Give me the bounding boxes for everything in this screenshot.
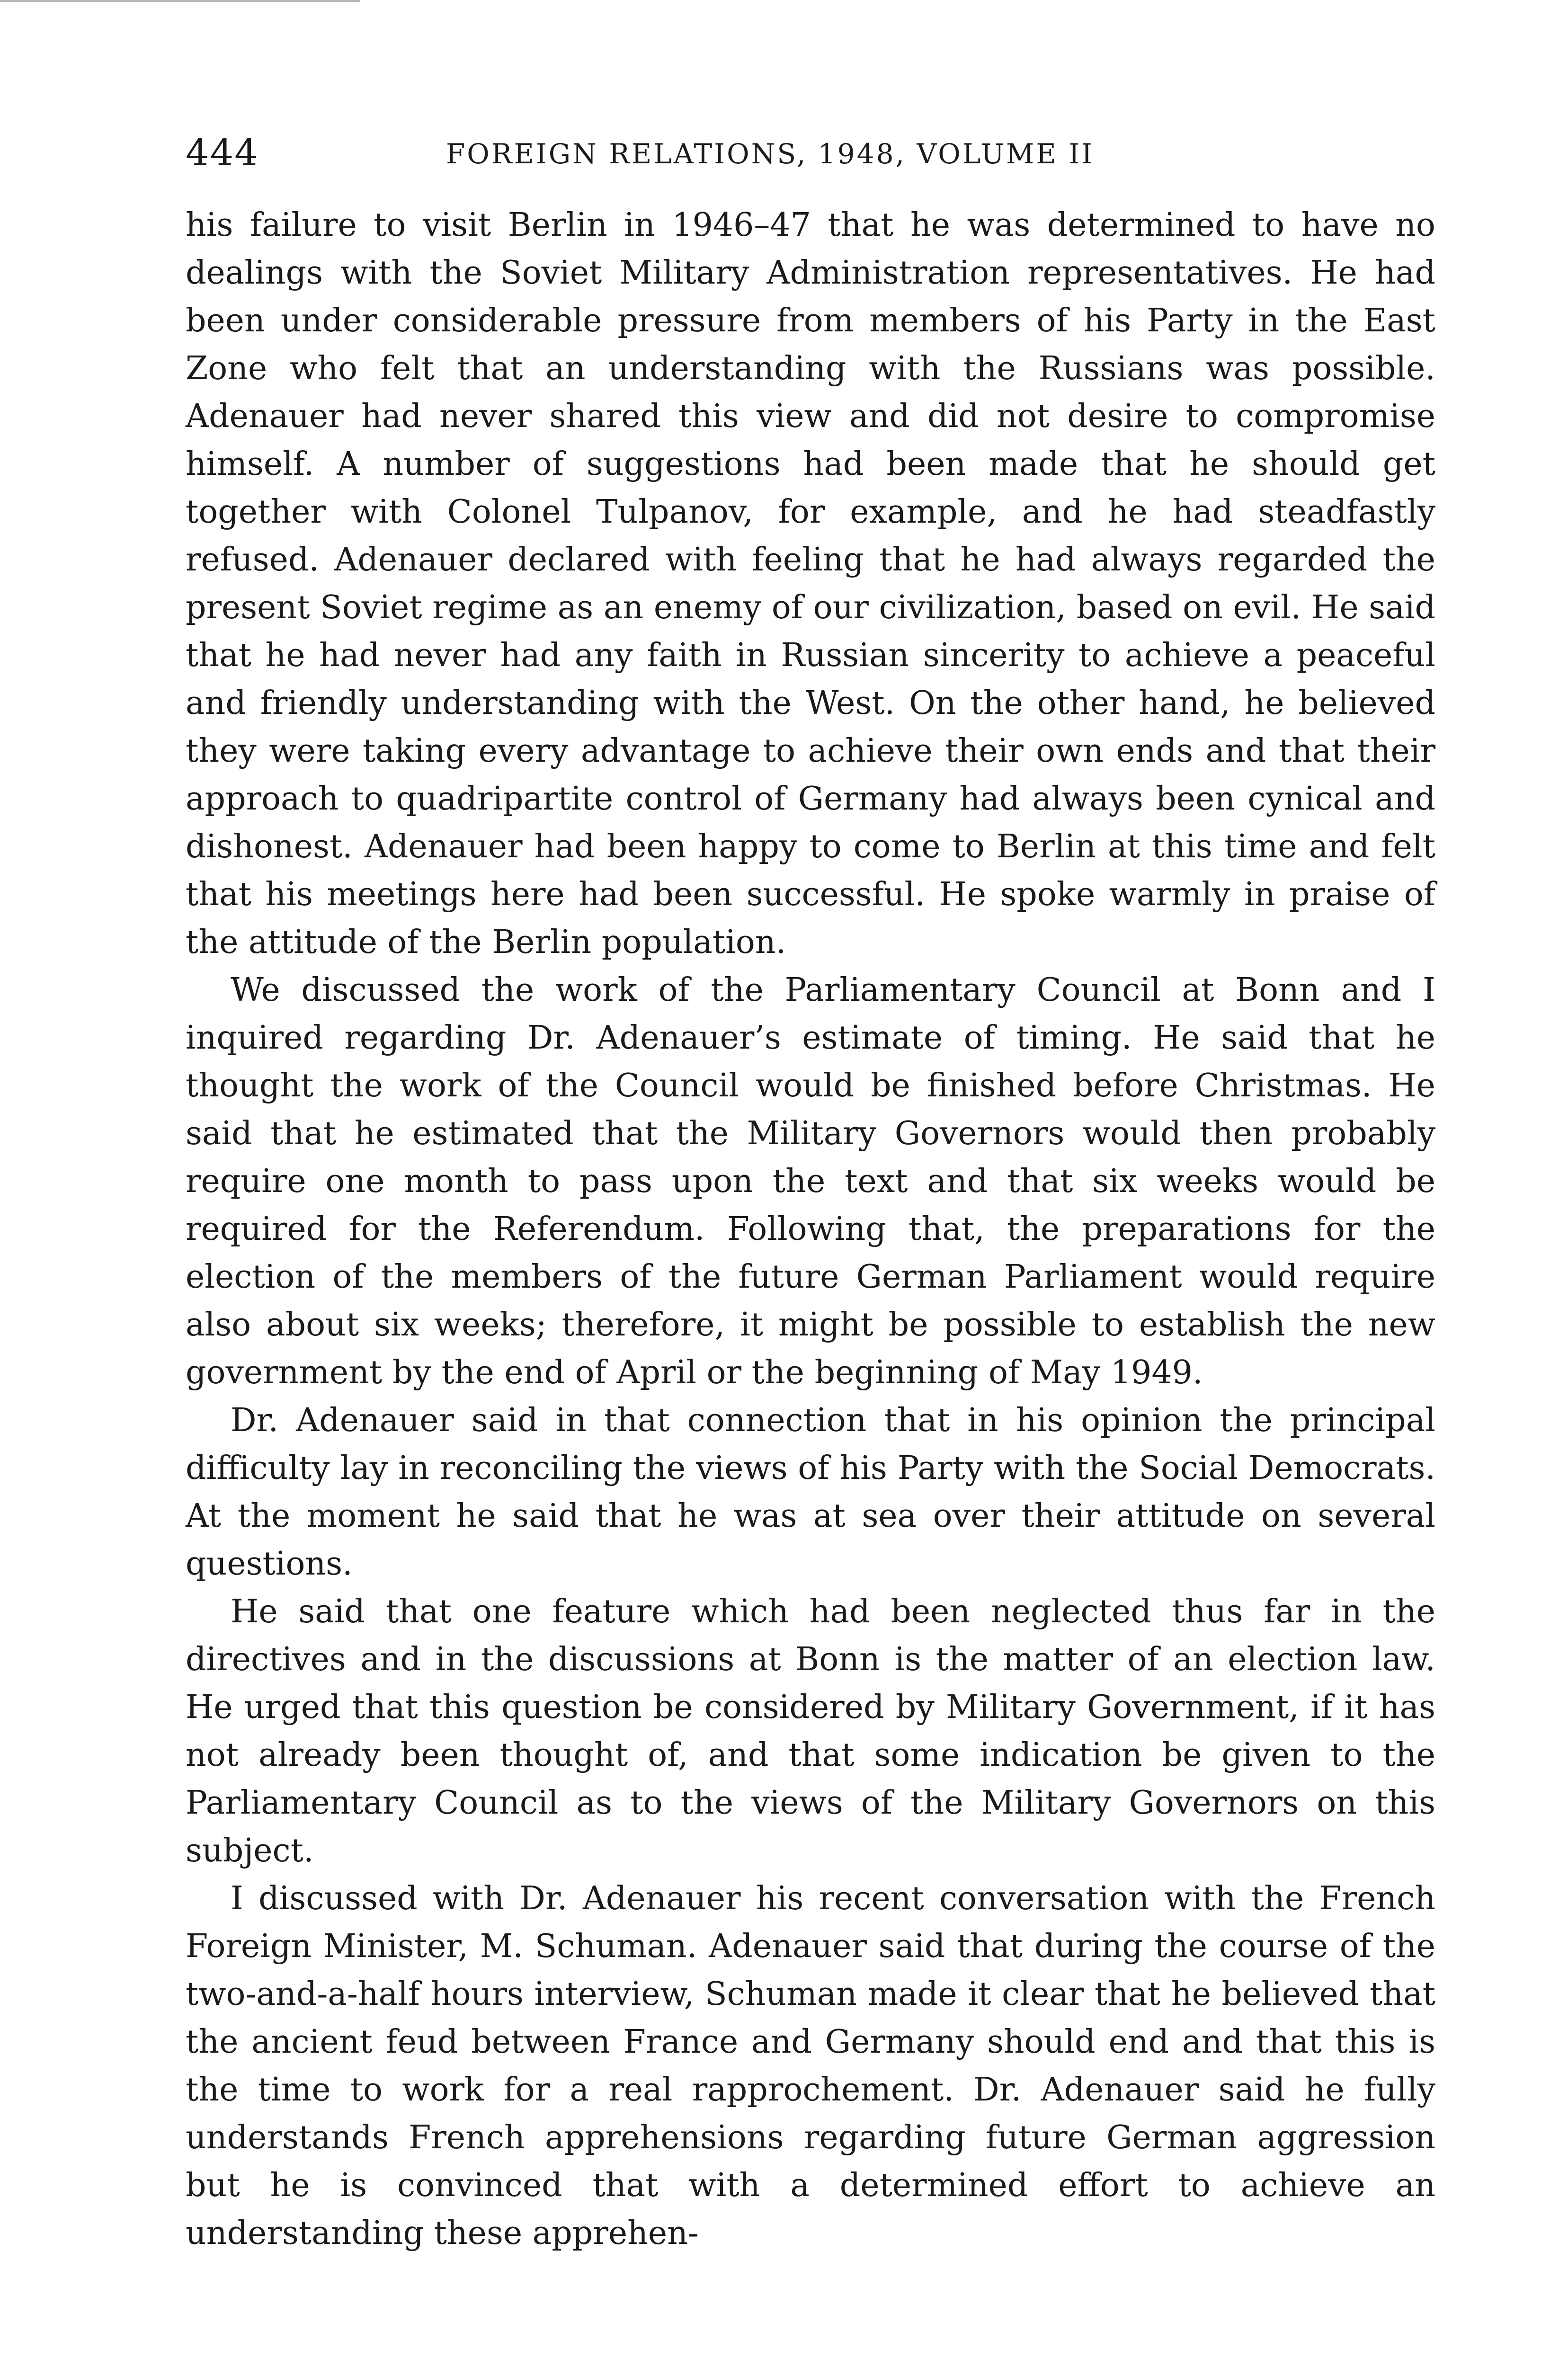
paragraph: He said that one feature which had been neglected thus far in the directives and in the discussions at Bonn is the matter of an election law. He urged that this question be considered by Military Government, if it has not already been thought of, and that some indication be given to the Parliamentary Council as to the views of the Military Governors on this subject. <box>186 1593 1435 1869</box>
paragraph: Dr. Adenauer said in that connection that in his opinion the principal difficulty lay in reconciling the views of his Party with the Social Democrats. At the moment he said that he was at sea over their attitude on several questions. <box>186 1402 1435 1583</box>
scan-edge-rule <box>0 0 360 2</box>
running-title: FOREIGN RELATIONS, 1948, VOLUME II <box>446 138 1095 170</box>
running-header <box>186 127 1435 179</box>
body-text <box>186 201 1435 2257</box>
paragraph-continuation: his failure to visit Berlin in 1946–47 that he was determined to have no dealings with the Soviet Military Administration representatives. He had been under considerable pressure from members of his Party in the East Zone who felt that an understanding with the Russians was possible. Adenauer had never shared this view and did not desire to compromise himself. A number of suggestions had been made that he should get together with Colonel Tulpanov, for example, and he had steadfastly refused. Adenauer declared with feeling that he had always regarded the present Soviet regime as an enemy of our civilization, based on evil. He said that he had never had any faith in Russian sincerity to achieve a peaceful and friendly understanding with the West. On the other hand, he believed they were taking every advantage to achieve their own ends and that their approach to quadripartite control of Germany had always been cynical and dishonest. Adenauer had been happy to come to Berlin at this time and felt that his meetings here had been successful. He spoke warmly in praise of the attitude of the Berlin population. <box>186 206 1435 961</box>
page-number: 444 <box>186 132 259 174</box>
paragraph: We discussed the work of the Parliamentary Council at Bonn and I inquired regarding Dr. Adenauer’s estimate of timing. He said that he thought the work of the Council would be finished before Christmas. He said that he estimated that the Military Governors would then probably require one month to pass upon the text and that six weeks would be required for the Referendum. Following that, the preparations for the election of the members of the future German Parliament would require also about six weeks; therefore, it might be possible to establish the new government by the end of April or the beginning of May 1949. <box>186 971 1435 1391</box>
paragraph: I discussed with Dr. Adenauer his recent conversation with the French Foreign Minister, M. Schuman. Adenauer said that during the course of the two-and-a-half hours interview, Schuman made it clear that he believed that the ancient feud between France and Germany should end and that this is the time to work for a real rapprochement. Dr. Adenauer said he fully understands French apprehensions regarding future German aggression but he is convinced that with a determined effort to achieve an understanding these apprehen- <box>186 1880 1435 2252</box>
